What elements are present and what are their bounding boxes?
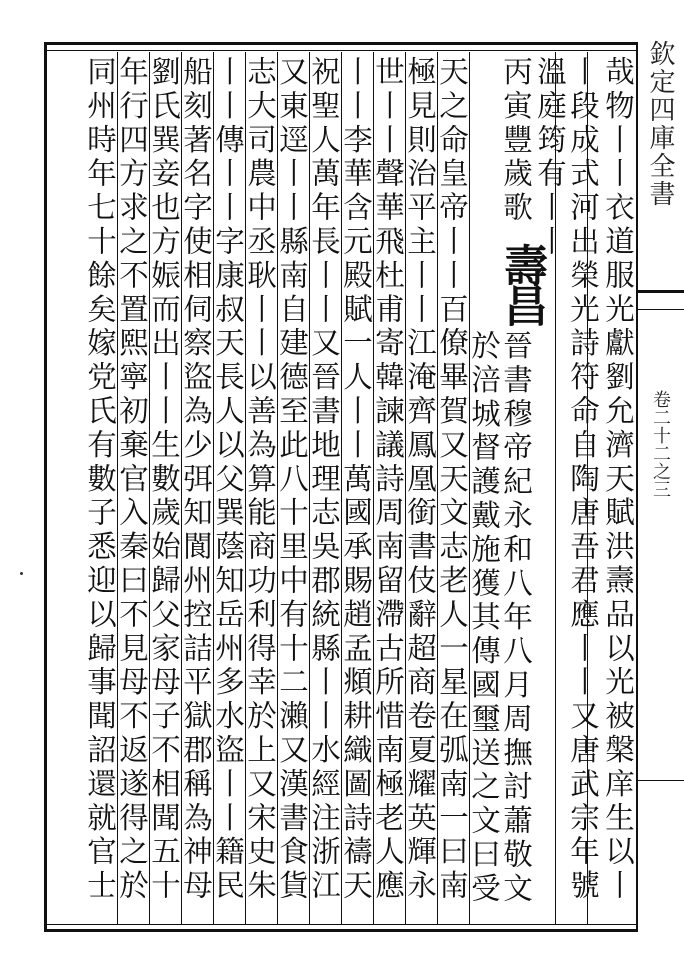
text-column-14: 丨丨傳丨丨字康叔天長人以父巽蔭知岳州多水盜丨丨籍民 [211, 56, 245, 904]
frame-top-rule [44, 50, 636, 51]
text-column-12: 又東逕丨丨縣南自建德至此八十里中有十二瀨又漢書食貨 [275, 56, 309, 904]
scan-speck [20, 572, 23, 575]
text-column-15: 船刻著名字使相伺察盜為少弭知閬州控詰平獄郡稱為神母 [179, 56, 213, 904]
text-column-2: 丨段成式河出榮光詩符命自陶唐吾君應丨丨又唐武宗年號 [566, 56, 600, 904]
text-column-11: 祝聖人萬年長丨丨又晉書地理志吳郡統縣丨丨水經注浙江 [307, 56, 341, 904]
text-column-17: 年行四方求之不置熙寧初棄官入秦曰不見母不返遂得之於 [115, 56, 149, 904]
text-column-13: 志大司農中丞耿丨丨以善為算能商功利得幸於上又宋史朱 [243, 56, 277, 904]
text-column-4: 丙寅豐歲歌 [499, 56, 533, 226]
fishtail-mark [636, 290, 684, 310]
section-heading: 壽昌 [496, 243, 547, 323]
text-column-6: 於涪城督護戴施獲其傳國璽送之文曰受 [467, 330, 501, 907]
lower-band-rule [636, 780, 684, 781]
text-column-8: 極見則治平主丨丨江淹齊鳳凰銜書伎辭超商卷夏耀英輝永 [403, 56, 437, 904]
text-column-9: 世丨丨聲華飛杜甫寄韓諫議詩周南留滯古所惜南極老人應 [371, 56, 405, 904]
text-column-16: 劉氏巽妾也方娠而出丨丨生數歲始歸父家母子不相聞五十 [147, 56, 181, 904]
margin-title: 欽定四庫全書 [645, 40, 675, 208]
text-column-10: 丨丨李華含元殿賦一人丨丨萬國承賜趙孟頫耕織圖詩禱天 [339, 56, 373, 904]
text-column-1: 哉物丨丨衣道服光獻劉允濟天賦洪燾品以光被槃庠生以丨 [601, 56, 635, 904]
text-column-7: 天之命皇帝丨丨百僚畢賀又天文志老人一星在弧南一曰南 [435, 56, 469, 904]
margin-band-rule [636, 42, 638, 932]
text-column-18: 同州時年七十餘矣嫁党氏有數子悉迎以歸事聞詔還就官士 [83, 56, 117, 904]
margin-volume: 卷二十二之三 [650, 390, 671, 498]
text-column-5: 晉書穆帝紀永和八年八月周撫討蕭敬文 [499, 330, 533, 907]
text-column-3: 溫庭筠有丨丨 [533, 56, 567, 260]
